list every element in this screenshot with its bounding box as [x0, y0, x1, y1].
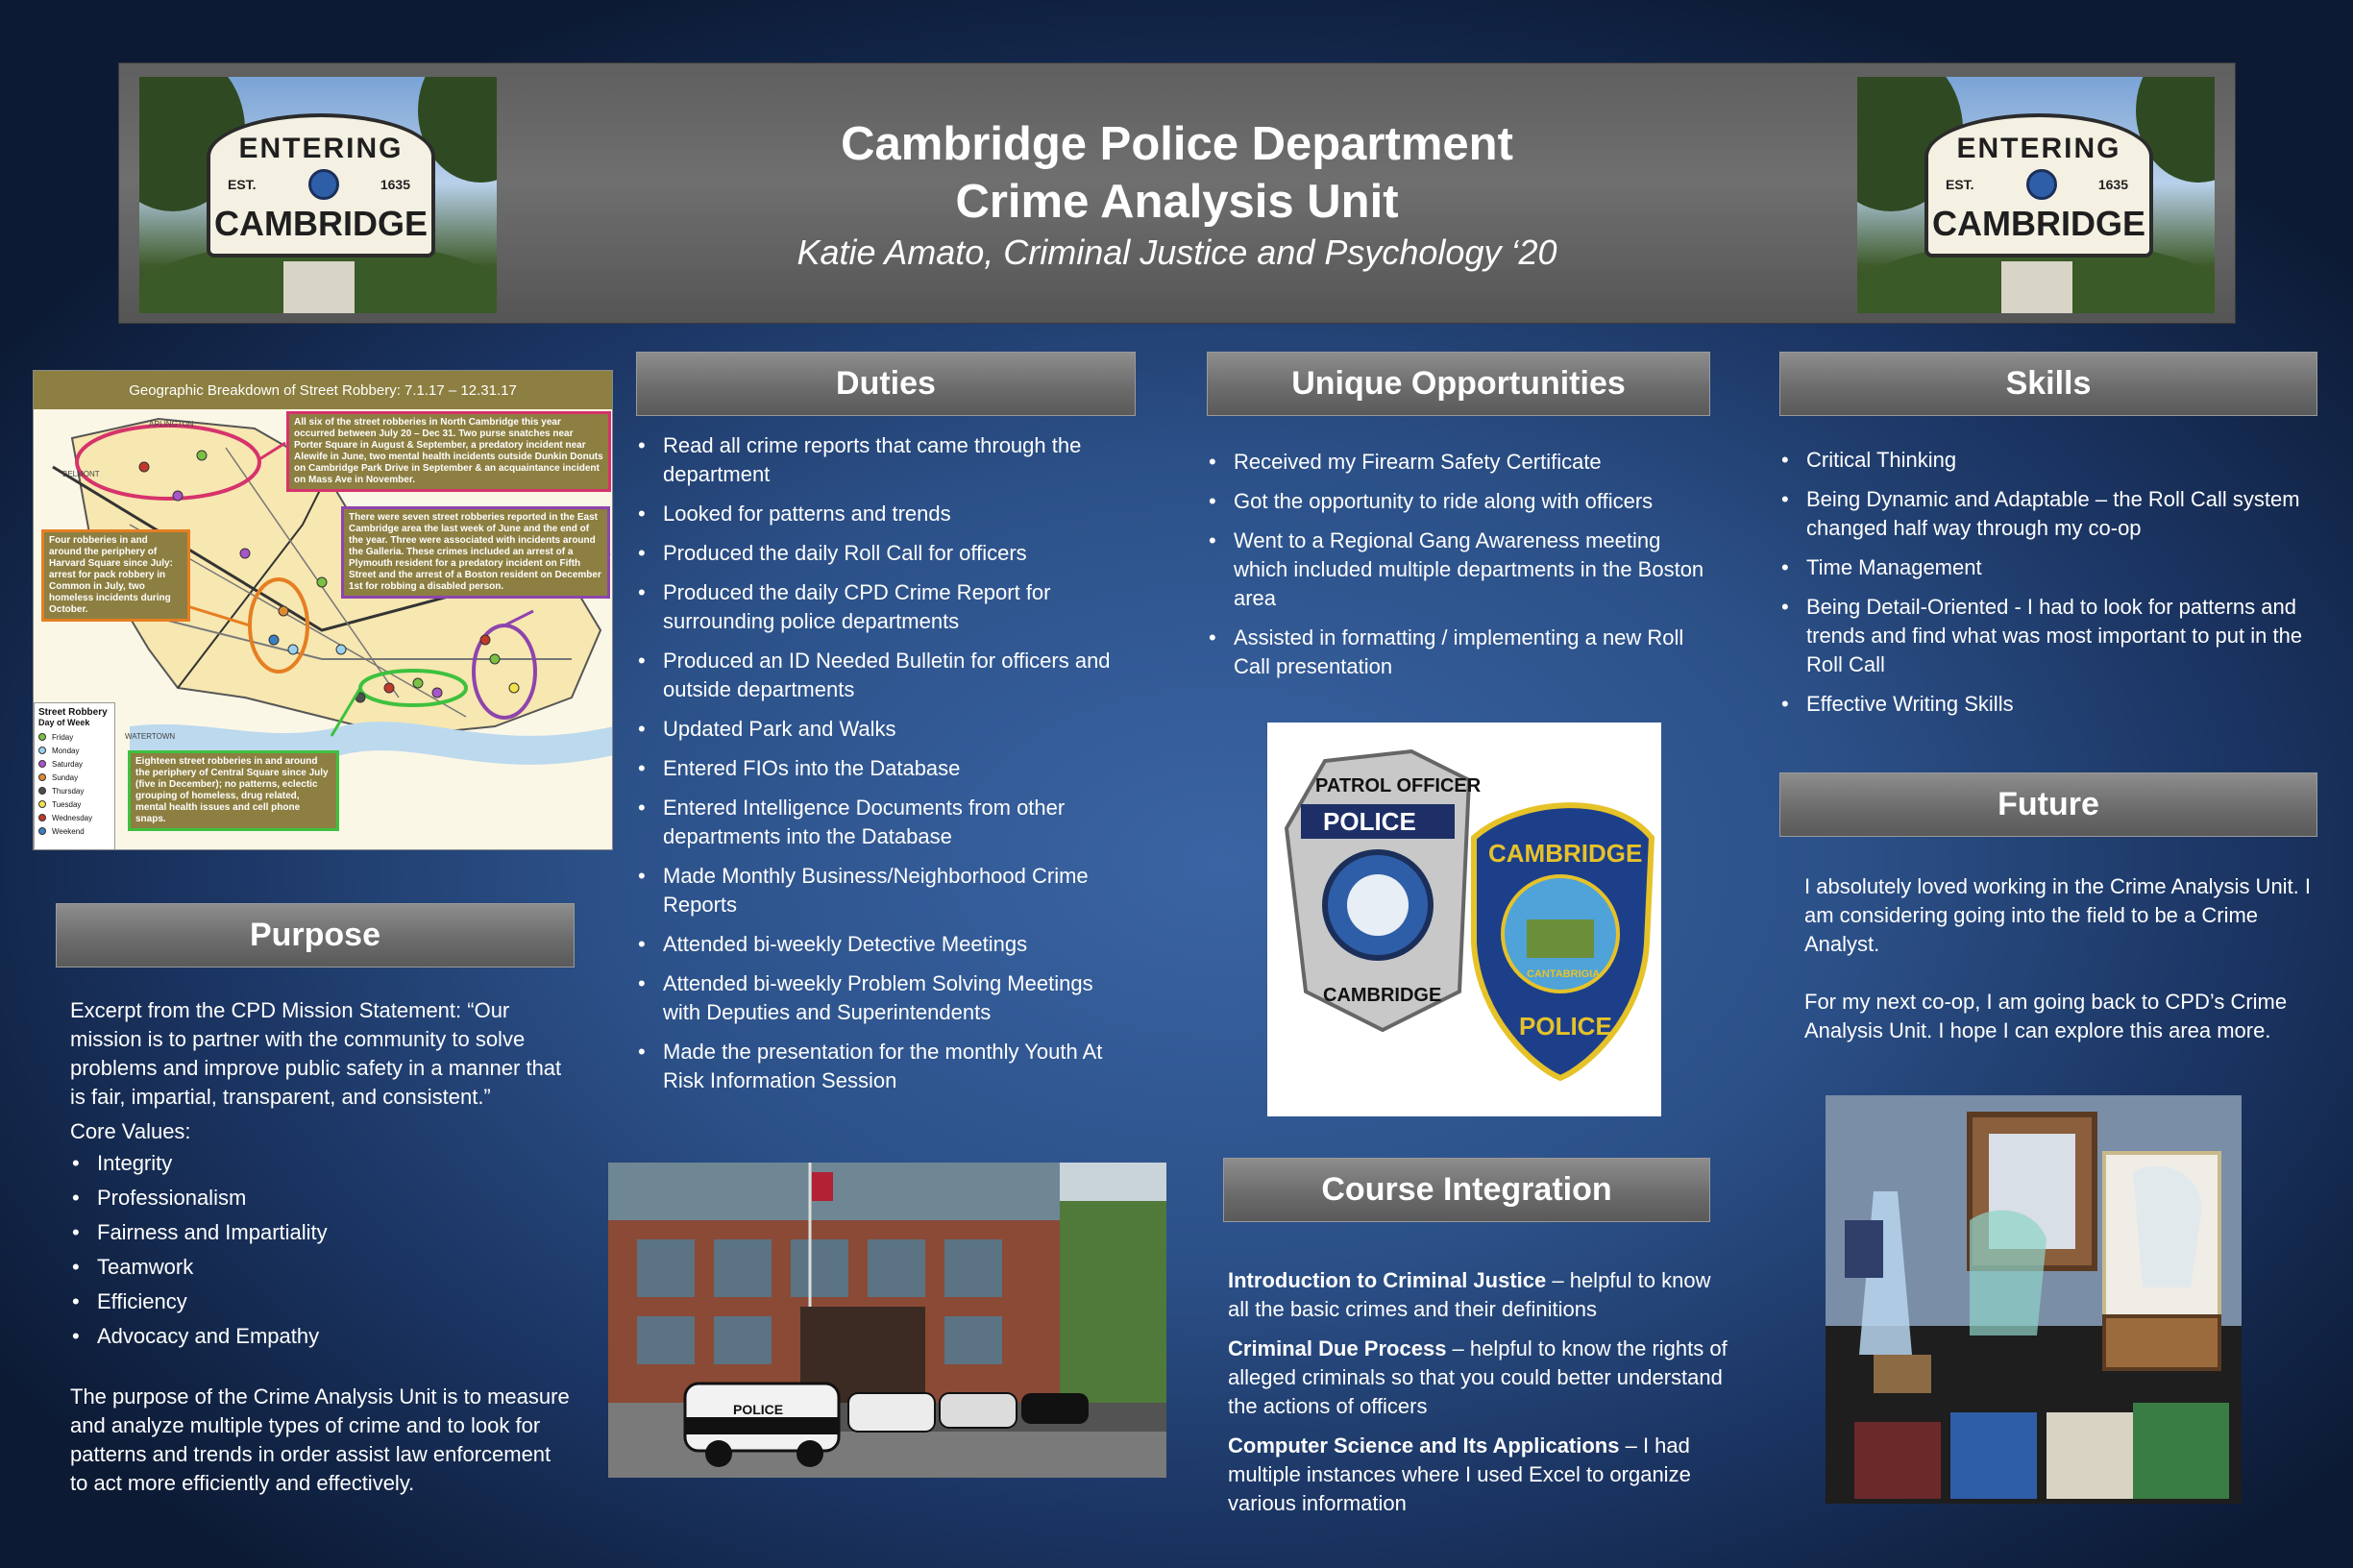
legend-title: Street Robbery — [38, 707, 108, 718]
course-title: Criminal Due Process — [1228, 1336, 1447, 1360]
core-value-item: • Advocacy and Empathy — [70, 1323, 570, 1350]
awards-desk-photo — [1826, 1095, 2242, 1504]
core-values-label: Core Values: — [70, 1119, 191, 1143]
duty-item: • Produced an ID Needed Bulletin for officers and outside departments — [636, 647, 1136, 704]
skills-heading: Skills — [1779, 352, 2317, 416]
legend-item: Monday — [38, 744, 110, 757]
legend-dot-icon — [38, 787, 46, 795]
course-item: Criminal Due Process – helpful to know the rights of alleged criminals so that you could better understand the actions of officers — [1228, 1336, 1728, 1418]
core-value-item: • Fairness and Impartiality — [70, 1219, 570, 1246]
headquarters-drawing — [608, 1163, 1166, 1478]
duties-list — [636, 431, 1136, 1106]
purpose-heading: Purpose — [56, 903, 575, 968]
core-value-item: • Teamwork — [70, 1254, 570, 1281]
duty-item: • Entered Intelligence Documents from other departments into the Database — [636, 794, 1136, 851]
sign-year-text: 1635 — [2097, 177, 2128, 192]
awards-drawing — [1826, 1095, 2242, 1504]
legend-item: Thursday — [38, 784, 110, 797]
poster-title-line2: Crime Analysis Unit — [955, 176, 1399, 228]
legend-dot-icon — [38, 773, 46, 781]
sign-city-text: CAMBRIDGE — [1932, 204, 2145, 243]
patch-top-text: CAMBRIDGE — [1488, 839, 1643, 868]
sign-post — [2001, 261, 2072, 313]
opportunity-item: • Got the opportunity to ride along with officers — [1207, 487, 1710, 516]
duty-item: • Entered FIOs into the Database — [636, 754, 1136, 783]
legend-dot-icon — [38, 747, 46, 754]
sign-year-text: 1635 — [380, 177, 410, 192]
map-label-watertown: WATERTOWN — [125, 732, 176, 741]
duty-item: • Produced the daily Roll Call for officers — [636, 539, 1136, 568]
core-value-item: • Efficiency — [70, 1288, 570, 1315]
police-car-label: POLICE — [733, 1402, 784, 1417]
opportunity-item: • Assisted in formatting / implementing a new Roll Call presentation — [1207, 624, 1710, 681]
badge-patch-drawing — [1267, 723, 1661, 1116]
duty-item: • Made Monthly Business/Neighborhood Crime Reports — [636, 862, 1136, 919]
opportunity-item: • Went to a Regional Gang Awareness meeting which included multiple departments in the Boston area — [1207, 527, 1710, 613]
legend-item: Saturday — [38, 757, 110, 771]
course-item: Computer Science and Its Applications – I had multiple instances where I used Excel to organize various information — [1228, 1433, 1691, 1515]
legend-dot-icon — [38, 760, 46, 768]
map-label-belmont: BELMONT — [62, 470, 100, 478]
course-item: Introduction to Criminal Justice – helpful to know all the basic crimes and their definitions — [1228, 1268, 1711, 1321]
core-value-item: • Integrity — [70, 1150, 570, 1177]
future-paragraph: I absolutely loved working in the Crime Analysis Unit. I am considering going into the field to be a Crime Analyst. — [1804, 874, 2312, 956]
skill-item: • Effective Writing Skills — [1779, 690, 2303, 719]
future-section — [1804, 872, 2314, 1045]
map-legend — [34, 702, 115, 850]
badge-and-patch-image — [1267, 723, 1661, 1116]
skills-list — [1779, 446, 2303, 729]
future-paragraph: For my next co-op, I am going back to CPD’s Crime Analysis Unit. I hope I can explore this area more. — [1804, 990, 2288, 1042]
purpose-section — [70, 996, 570, 1498]
skill-item: • Being Detail-Oriented - I had to look for patterns and trends and find what was most important to put in the Roll Call — [1779, 593, 2303, 679]
future-heading: Future — [1779, 772, 2317, 837]
opportunities-list — [1207, 448, 1710, 692]
badge-patrol-text: PATROL OFFICER — [1315, 775, 1482, 796]
harvard-square-callout: Four robberies in and around the periphery of Harvard Square since July: arrest for pack robbery in Common in July, two homeless incidents during October. — [41, 529, 190, 622]
course-integration-list — [1228, 1266, 1737, 1518]
duty-item: • Read all crime reports that came through the department — [636, 431, 1136, 489]
course-integration-heading: Course Integration — [1223, 1158, 1710, 1222]
duty-item: • Produced the daily CPD Crime Report for surrounding police departments — [636, 578, 1136, 636]
duty-item: • Looked for patterns and trends — [636, 500, 1136, 528]
badge-city-text: CAMBRIDGE — [1323, 985, 1442, 1006]
core-value-item: • Professionalism — [70, 1185, 570, 1212]
course-title: Computer Science and Its Applications — [1228, 1433, 1620, 1458]
duty-item: • Attended bi-weekly Detective Meetings — [636, 930, 1136, 959]
patch-mid-text: CANTABRIGIA — [1527, 968, 1601, 980]
purpose-closing: The purpose of the Crime Analysis Unit is to measure and analyze multiple types of crime and to look for patterns and trends in order assist law enforcement to act more efficiently and effectively. — [70, 1384, 570, 1495]
skill-item: • Being Dynamic and Adaptable – the Roll Call system changed half way through my co-op — [1779, 485, 2303, 543]
entering-cambridge-photo-right — [1857, 77, 2215, 313]
map-label-arlington: ARLINGTON — [149, 420, 194, 429]
duty-item: • Updated Park and Walks — [636, 715, 1136, 744]
legend-item: Tuesday — [38, 797, 110, 811]
legend-dot-icon — [38, 800, 46, 808]
sign-city-text: CAMBRIDGE — [214, 204, 428, 243]
legend-subtitle: Day of Week — [38, 718, 90, 727]
mission-statement: Excerpt from the CPD Mission Statement: “Our mission is to partner with the community to solve problems and improve public safety in a manner that is fair, impartial, transparent, and consistent.” — [70, 998, 562, 1109]
opportunities-heading: Unique Opportunities — [1207, 352, 1710, 416]
legend-item: Wednesday — [38, 811, 110, 824]
poster-author: Katie Amato, Criminal Justice and Psychology ‘20 — [797, 233, 1557, 272]
skill-item: • Critical Thinking — [1779, 446, 2303, 475]
patch-bottom-text: POLICE — [1519, 1012, 1612, 1041]
skill-item: • Time Management — [1779, 553, 2303, 582]
sign-entering-text: ENTERING — [1956, 133, 2121, 164]
sign-est-text: EST. — [228, 177, 257, 192]
course-title: Introduction to Criminal Justice — [1228, 1268, 1547, 1292]
legend-item: Friday — [38, 730, 110, 744]
legend-item: Sunday — [38, 771, 110, 784]
poster-header — [118, 62, 2236, 324]
police-headquarters-photo — [608, 1163, 1166, 1478]
street-robbery-map — [33, 370, 613, 850]
poster-title-line1: Cambridge Police Department — [841, 118, 1513, 170]
opportunity-item: • Received my Firearm Safety Certificate — [1207, 448, 1710, 477]
core-values-list — [70, 1150, 570, 1350]
map-title: Geographic Breakdown of Street Robbery: 7.1.17 – 12.31.17 — [34, 371, 612, 409]
duties-heading: Duties — [636, 352, 1136, 416]
duty-item: • Attended bi-weekly Problem Solving Meetings with Deputies and Superintendents — [636, 969, 1136, 1027]
north-cambridge-callout: All six of the street robberies in North Cambridge this year occurred between July 20 – Dec 31. Two purse snatches near Porter Square in August & September, a predatory incident near Alewife in June, two mental health incidents outside Dunkin Donuts on Cambridge Park Drive in September & an acquaintance incident on Mass Ave in November. — [286, 411, 611, 492]
sign-entering-text: ENTERING — [238, 133, 404, 164]
sign-est-text: EST. — [1946, 177, 1974, 192]
entering-sign — [1924, 113, 2153, 257]
city-seal-icon — [2026, 169, 2057, 200]
central-square-callout: Eighteen street robberies in and around the periphery of Central Square since July (five in December); no patterns, eclectic grouping of homeless, drug related, mental health issues and cell phone snaps. — [128, 750, 339, 831]
legend-dot-icon — [38, 814, 46, 821]
legend-dot-icon — [38, 733, 46, 741]
badge-police-text: POLICE — [1323, 807, 1416, 836]
legend-item: Weekend — [38, 824, 110, 838]
east-cambridge-callout: There were seven street robberies reported in the East Cambridge area the last week of June and the end of the year. Three were associated with incidents around the Galleria. These crimes included an arrest of a Plymouth resident for a predatory incident on Fifth Street and the arrest of a Boston resident on December 1st for robbing a disabled person. — [341, 506, 610, 599]
duty-item: • Made the presentation for the monthly Youth At Risk Information Session — [636, 1038, 1136, 1095]
legend-dot-icon — [38, 827, 46, 835]
